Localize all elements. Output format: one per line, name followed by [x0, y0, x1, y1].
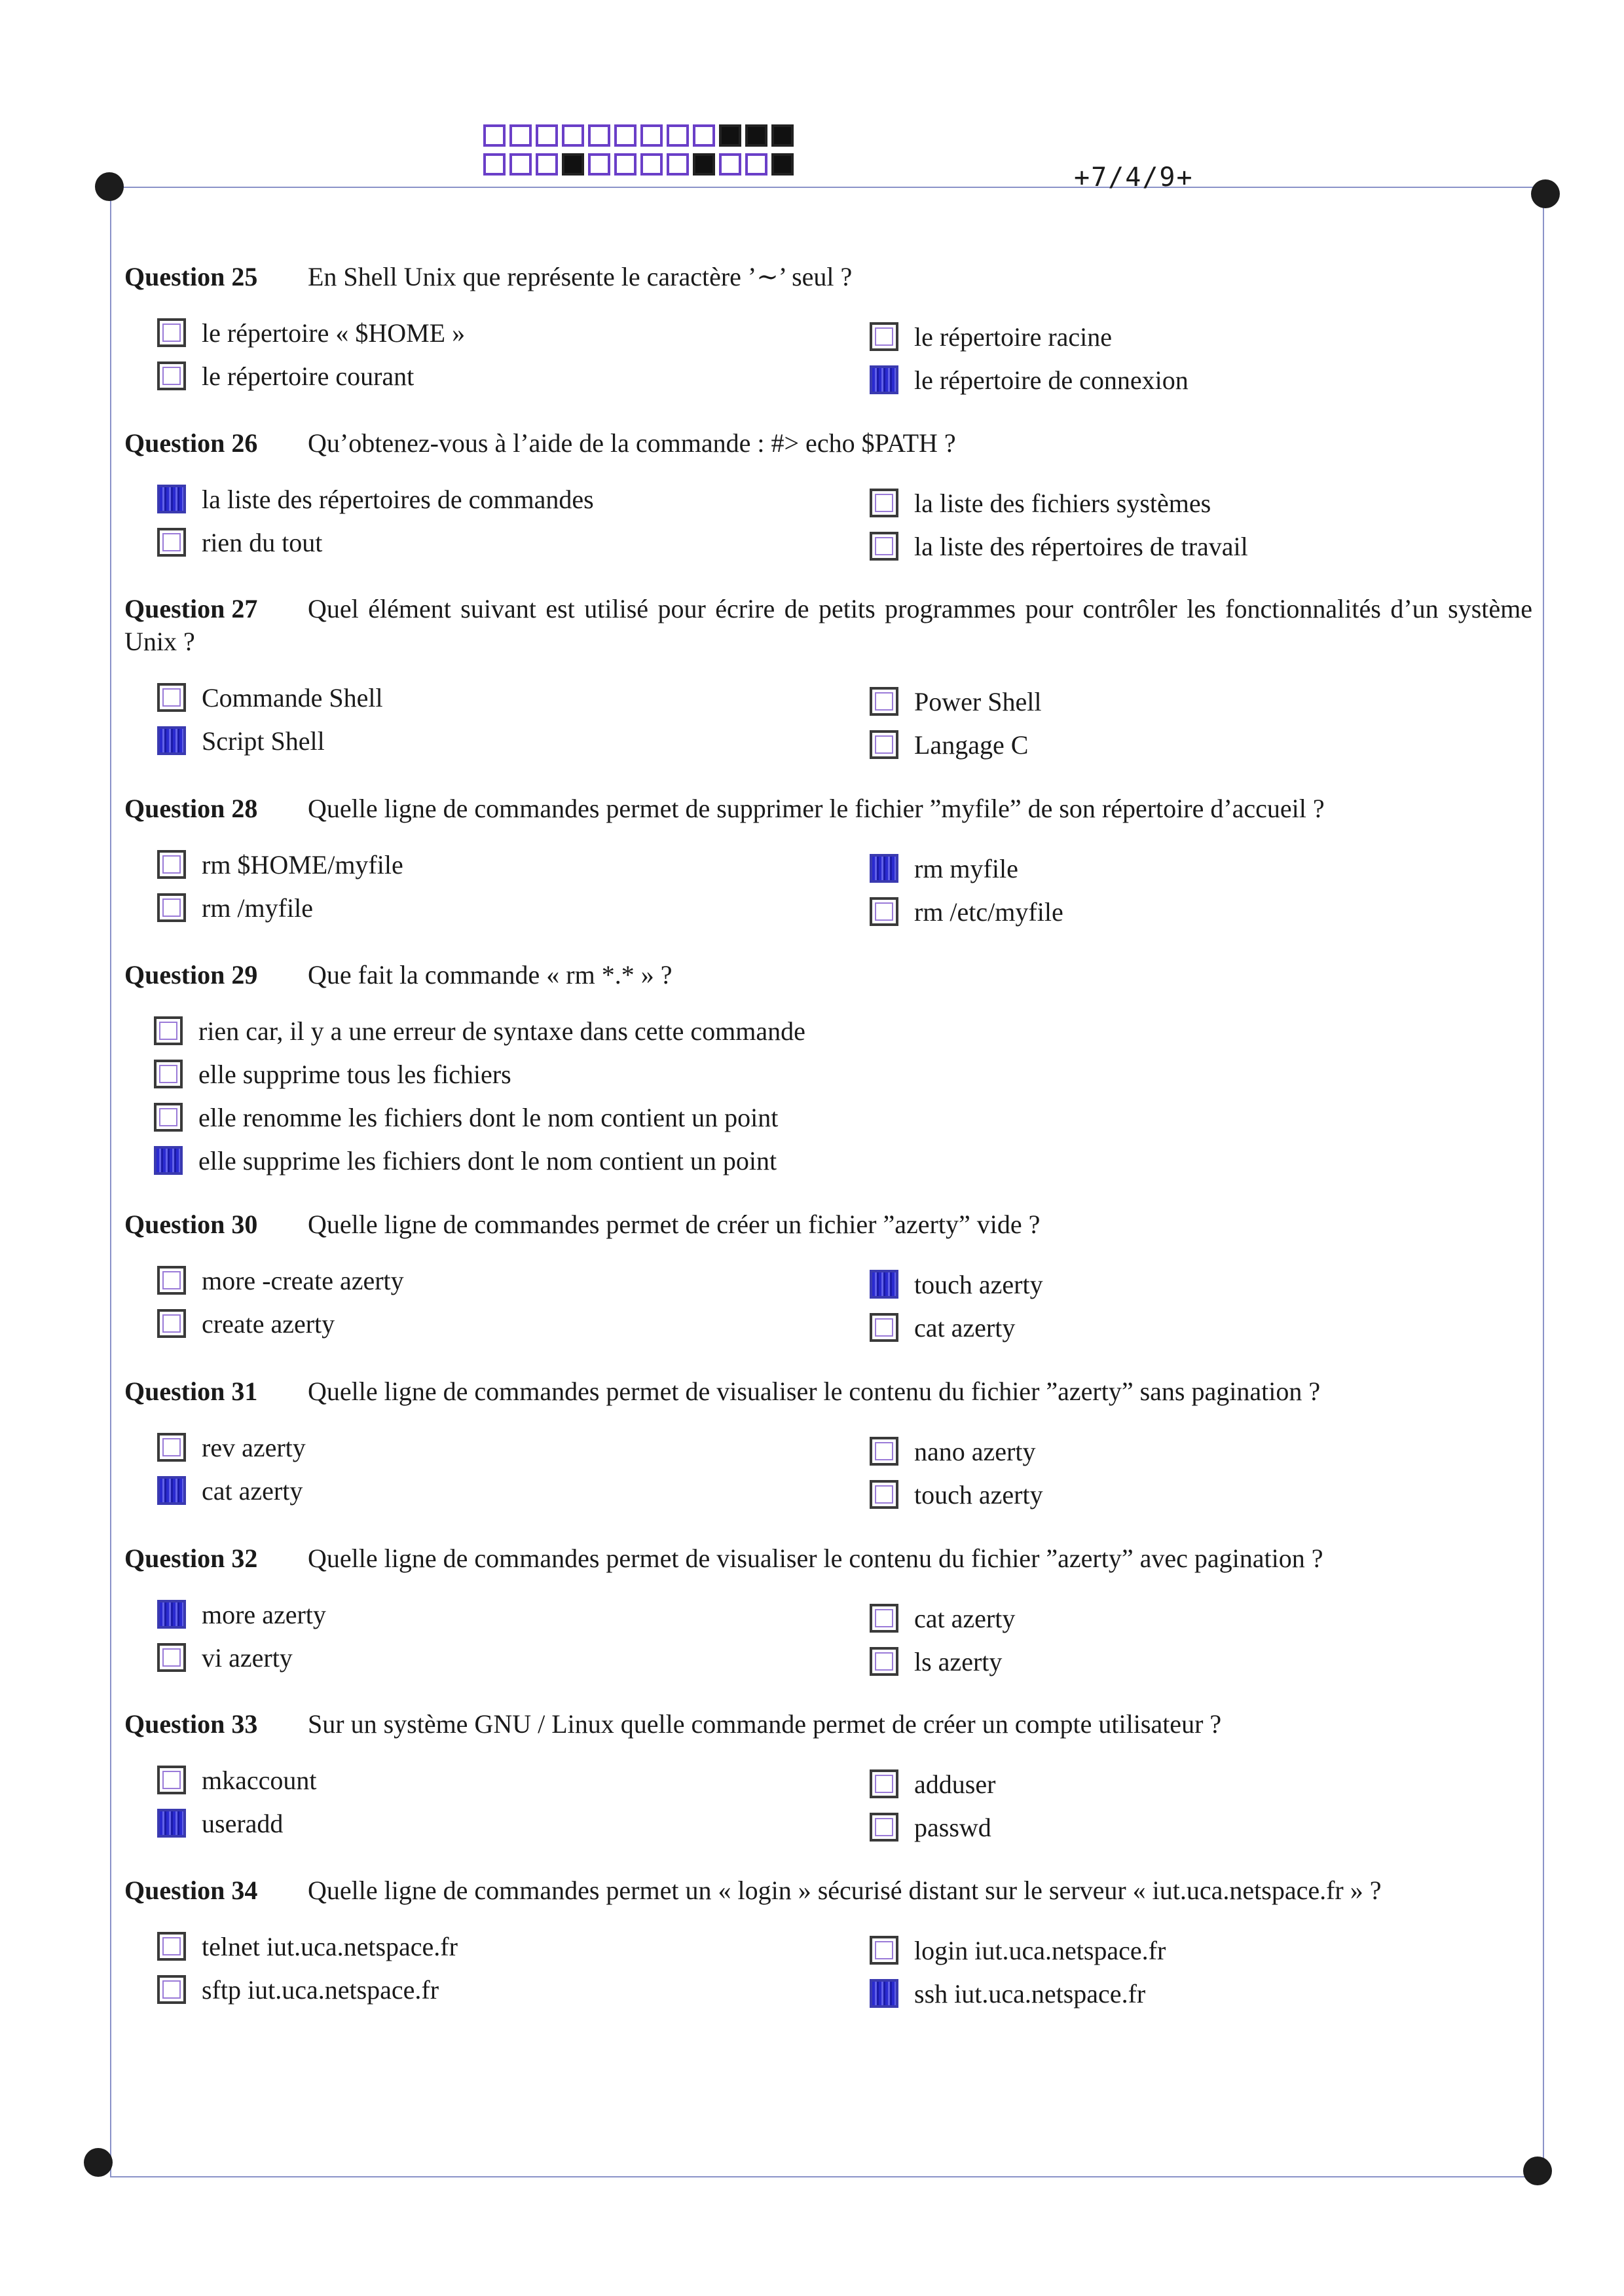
- question-31: [124, 1375, 1539, 1513]
- answer-option[interactable]: [870, 682, 1041, 721]
- corner-mark-bottom-left: [84, 2148, 113, 2177]
- answer-option[interactable]: [154, 1098, 778, 1137]
- question-label: Question 29: [124, 960, 258, 990]
- id-grid-cell: [536, 153, 558, 176]
- answer-label: Power Shell: [914, 686, 1042, 716]
- id-grid-cell: [483, 124, 506, 147]
- checkbox[interactable]: [870, 730, 898, 759]
- answer-option[interactable]: [154, 1054, 511, 1094]
- answer-option[interactable]: [157, 1471, 303, 1510]
- answer-option[interactable]: [157, 1970, 439, 2009]
- question-28: [124, 792, 1539, 930]
- page-code: +7/4/9+: [1074, 162, 1194, 193]
- id-grid-cell: [640, 124, 663, 147]
- answer-option[interactable]: [870, 1931, 1166, 1970]
- checkbox[interactable]: [870, 897, 898, 926]
- answer-option[interactable]: [870, 317, 1112, 356]
- answer-label: le répertoire courant: [202, 361, 415, 391]
- answer-label: la liste des répertoires de travail: [914, 531, 1248, 561]
- answer-option[interactable]: [870, 1265, 1043, 1304]
- answer-option[interactable]: [157, 1304, 335, 1343]
- answer-option[interactable]: [157, 888, 313, 927]
- checkbox-checked[interactable]: [870, 854, 898, 883]
- answer-label: more azerty: [202, 1599, 326, 1629]
- checkbox[interactable]: [870, 1313, 898, 1342]
- checkbox[interactable]: [154, 1016, 183, 1045]
- answer-option[interactable]: [157, 721, 325, 760]
- checkbox[interactable]: [157, 1309, 186, 1338]
- answer-label: cat azerty: [202, 1475, 303, 1506]
- answer-label: ls azerty: [914, 1646, 1003, 1676]
- id-grid-cell: [771, 124, 794, 147]
- answer-option[interactable]: [870, 1642, 1002, 1681]
- question-text: Quel élément suivant est utilisé pour écrire de petits programmes pour contrôler les fonctionnalités d’un système Unix ?: [124, 594, 1532, 656]
- checkbox[interactable]: [157, 528, 186, 557]
- answer-option[interactable]: [157, 1804, 283, 1843]
- id-grid-cell: [588, 153, 610, 176]
- question-label: Question 28: [124, 794, 258, 823]
- answer-option[interactable]: [870, 527, 1248, 566]
- answer-option[interactable]: [157, 523, 322, 562]
- answer-option[interactable]: [157, 1927, 458, 1966]
- corner-mark-top-right: [1531, 179, 1560, 208]
- id-grid-cell: [693, 153, 715, 176]
- checkbox[interactable]: [870, 1647, 898, 1676]
- id-grid-cell: [667, 153, 689, 176]
- id-grid-cell: [745, 153, 767, 176]
- answer-option[interactable]: [157, 845, 403, 884]
- answer-option[interactable]: [154, 1141, 777, 1180]
- checkbox[interactable]: [870, 1769, 898, 1798]
- answer-label: cat azerty: [914, 1312, 1016, 1342]
- checkbox[interactable]: [870, 1480, 898, 1509]
- checkbox[interactable]: [157, 361, 186, 390]
- answer-label: login iut.uca.netspace.fr: [914, 1935, 1166, 1965]
- checkbox[interactable]: [870, 1813, 898, 1842]
- answer-label: rm myfile: [914, 853, 1018, 883]
- answer-option[interactable]: [870, 725, 1028, 764]
- question-label: Question 34: [124, 1876, 258, 1905]
- id-grid-cell: [483, 153, 506, 176]
- checkbox-checked[interactable]: [870, 1979, 898, 2008]
- checkbox-checked[interactable]: [157, 1600, 186, 1629]
- answer-label: la liste des fichiers systèmes: [914, 488, 1211, 518]
- corner-mark-bottom-right: [1523, 2157, 1552, 2185]
- answer-option[interactable]: [870, 892, 1063, 931]
- id-grid-cell: [562, 153, 584, 176]
- checkbox-checked[interactable]: [154, 1146, 183, 1175]
- question-34: [124, 1874, 1539, 2012]
- answer-option[interactable]: [157, 1428, 306, 1467]
- id-grid-cell: [509, 153, 532, 176]
- id-grid-cell: [588, 124, 610, 147]
- id-grid-cell: [667, 124, 689, 147]
- id-grid-cell: [509, 124, 532, 147]
- answer-label: la liste des répertoires de commandes: [202, 484, 594, 514]
- question-label: Question 27: [124, 594, 258, 623]
- answer-label: ssh iut.uca.netspace.fr: [914, 1978, 1146, 2009]
- answer-label: rm $HOME/myfile: [202, 849, 403, 880]
- id-grid-cell: [745, 124, 767, 147]
- question-32: [124, 1542, 1539, 1680]
- id-grid-cell: [536, 124, 558, 147]
- id-grid-cell: [614, 153, 637, 176]
- question-29: [124, 959, 1539, 1188]
- answer-label: Langage C: [914, 730, 1029, 760]
- answer-label: touch azerty: [914, 1479, 1043, 1509]
- question-label: Question 26: [124, 428, 258, 458]
- checkbox[interactable]: [157, 318, 186, 347]
- answer-option[interactable]: [157, 313, 465, 352]
- checkbox-checked[interactable]: [157, 1476, 186, 1505]
- id-grid-cell: [614, 124, 637, 147]
- id-grid-cell: [562, 124, 584, 147]
- answer-option[interactable]: [157, 1638, 293, 1677]
- checkbox[interactable]: [157, 683, 186, 712]
- checkbox[interactable]: [870, 532, 898, 561]
- checkbox[interactable]: [870, 1437, 898, 1466]
- answer-option[interactable]: [157, 356, 414, 396]
- checkbox[interactable]: [157, 850, 186, 879]
- answer-label: Script Shell: [202, 726, 325, 756]
- question-27: [124, 593, 1532, 763]
- question-label: Question 25: [124, 262, 258, 291]
- answer-label: rien car, il y a une erreur de syntaxe dans cette commande: [198, 1016, 805, 1046]
- answer-option[interactable]: [870, 1308, 1015, 1347]
- corner-mark-top-left: [95, 172, 124, 201]
- answer-label: rm /myfile: [202, 893, 313, 923]
- answer-label: more -create azerty: [202, 1265, 404, 1295]
- answer-option[interactable]: [157, 1595, 326, 1634]
- question-25: [124, 261, 1539, 398]
- student-id-grid: [483, 124, 798, 182]
- answer-label: rien du tout: [202, 527, 323, 557]
- question-text: Quelle ligne de commandes permet un « login » sécurisé distant sur le serveur « iut.uca.netspace.fr » ?: [308, 1876, 1382, 1905]
- question-text: Quelle ligne de commandes permet de créer un fichier ”azerty” vide ?: [308, 1210, 1041, 1239]
- answer-option[interactable]: [870, 1599, 1015, 1638]
- question-label: Question 33: [124, 1709, 258, 1739]
- answer-label: mkaccount: [202, 1765, 317, 1795]
- id-grid-cell: [640, 153, 663, 176]
- answer-label: elle renomme les fichiers dont le nom contient un point: [198, 1102, 779, 1132]
- answer-label: le répertoire racine: [914, 322, 1113, 352]
- answer-option[interactable]: [157, 1261, 404, 1300]
- answer-option[interactable]: [157, 479, 594, 519]
- answer-label: Commande Shell: [202, 682, 383, 713]
- answer-option[interactable]: [870, 849, 1018, 888]
- answer-label: nano azerty: [914, 1436, 1036, 1466]
- checkbox[interactable]: [157, 1766, 186, 1794]
- answer-option[interactable]: [870, 1974, 1145, 2013]
- answer-option[interactable]: [870, 483, 1211, 523]
- checkbox-checked[interactable]: [870, 365, 898, 394]
- answer-label: vi azerty: [202, 1642, 293, 1673]
- question-text: Quelle ligne de commandes permet de visualiser le contenu du fichier ”azerty” avec pagination ?: [308, 1544, 1323, 1573]
- checkbox[interactable]: [870, 687, 898, 716]
- id-grid-row: [483, 153, 798, 176]
- answer-label: sftp iut.uca.netspace.fr: [202, 1974, 439, 2005]
- answer-label: touch azerty: [914, 1269, 1043, 1299]
- answer-option[interactable]: [157, 1760, 317, 1800]
- answer-option[interactable]: [154, 1011, 805, 1050]
- answer-label: le répertoire de connexion: [914, 365, 1189, 395]
- question-33: [124, 1708, 1539, 1845]
- answer-option[interactable]: [157, 678, 383, 717]
- question-30: [124, 1208, 1539, 1346]
- answer-label: le répertoire « $HOME »: [202, 318, 466, 348]
- answer-label: adduser: [914, 1769, 996, 1799]
- answer-option[interactable]: [870, 1475, 1043, 1514]
- checkbox[interactable]: [157, 1433, 186, 1462]
- question-text: Sur un système GNU / Linux quelle commande permet de créer un compte utilisateur ?: [308, 1709, 1222, 1739]
- checkbox[interactable]: [870, 1936, 898, 1965]
- id-grid-cell: [719, 153, 741, 176]
- id-grid-cell: [771, 153, 794, 176]
- checkbox[interactable]: [154, 1103, 183, 1132]
- question-text: Quelle ligne de commandes permet de visualiser le contenu du fichier ”azerty” sans pagination ?: [308, 1377, 1321, 1406]
- checkbox[interactable]: [154, 1060, 183, 1088]
- id-grid-row: [483, 124, 798, 147]
- answer-label: cat azerty: [914, 1603, 1016, 1633]
- id-grid-cell: [719, 124, 741, 147]
- checkbox[interactable]: [870, 322, 898, 351]
- checkbox[interactable]: [870, 1604, 898, 1633]
- answer-option[interactable]: [870, 360, 1189, 399]
- answer-label: elle supprime tous les fichiers: [198, 1059, 511, 1089]
- checkbox[interactable]: [157, 1643, 186, 1672]
- answer-label: rm /etc/myfile: [914, 897, 1063, 927]
- question-text: Quelle ligne de commandes permet de supprimer le fichier ”myfile” de son répertoire d’accueil ?: [308, 794, 1325, 823]
- answer-label: useradd: [202, 1808, 284, 1838]
- answer-label: create azerty: [202, 1308, 335, 1339]
- checkbox[interactable]: [157, 1266, 186, 1295]
- question-text: Qu’obtenez-vous à l’aide de la commande : #> echo $PATH ?: [308, 428, 956, 458]
- answer-option[interactable]: [870, 1432, 1035, 1471]
- checkbox[interactable]: [157, 1975, 186, 2004]
- question-label: Question 30: [124, 1210, 258, 1239]
- checkbox[interactable]: [157, 893, 186, 922]
- answer-option[interactable]: [870, 1764, 995, 1804]
- answer-label: rev azerty: [202, 1432, 306, 1462]
- question-26: [124, 427, 1539, 565]
- checkbox[interactable]: [157, 1932, 186, 1961]
- question-label: Question 32: [124, 1544, 258, 1573]
- checkbox-checked[interactable]: [157, 726, 186, 755]
- checkbox[interactable]: [870, 489, 898, 517]
- checkbox-checked[interactable]: [157, 485, 186, 513]
- answer-label: passwd: [914, 1812, 991, 1842]
- question-text: En Shell Unix que représente le caractère ’∼’ seul ?: [308, 262, 853, 291]
- checkbox-checked[interactable]: [870, 1270, 898, 1299]
- answer-label: telnet iut.uca.netspace.fr: [202, 1931, 458, 1961]
- question-text: Que fait la commande « rm *.* » ?: [308, 960, 673, 990]
- answer-option[interactable]: [870, 1807, 991, 1847]
- checkbox-checked[interactable]: [157, 1809, 186, 1838]
- answer-label: elle supprime les fichiers dont le nom contient un point: [198, 1145, 777, 1176]
- id-grid-cell: [693, 124, 715, 147]
- question-label: Question 31: [124, 1377, 258, 1406]
